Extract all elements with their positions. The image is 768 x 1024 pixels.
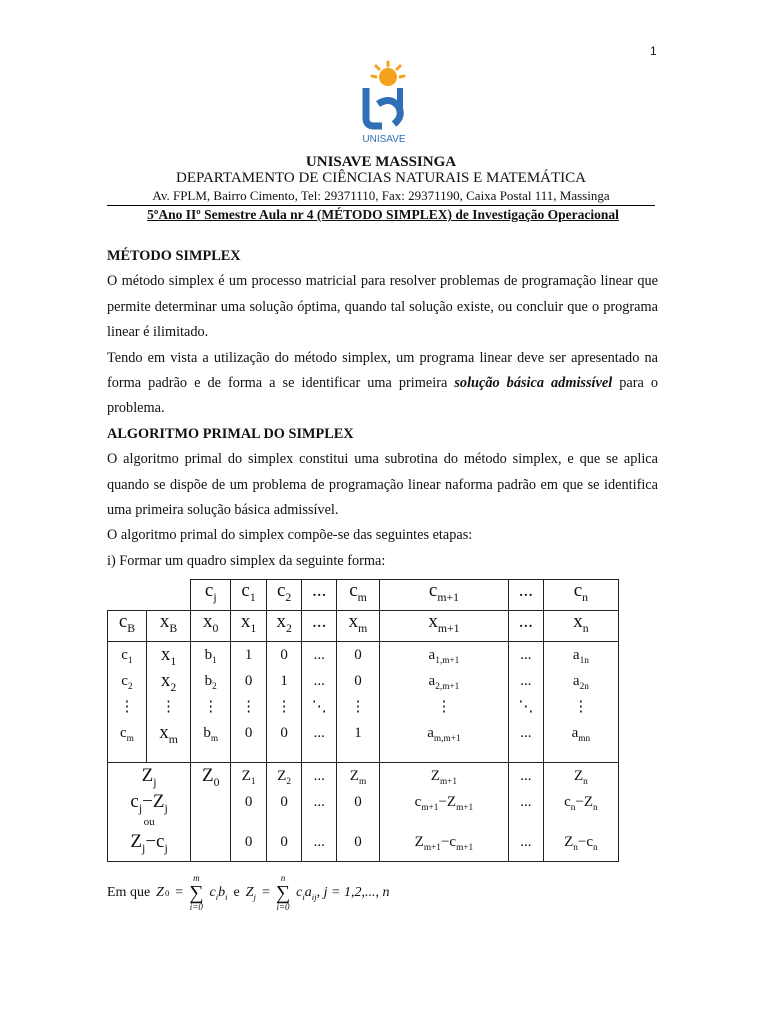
paragraph-algoritmo: O algoritmo primal do simplex constitui uma subrotina do método simplex, e que se aplica quando se dispõe de um problema de programação linear naforma padrão em que se identifica uma primeira solução básica admissível. — [107, 451, 658, 519]
document-body — [107, 244, 658, 574]
logo-text: UNISAVE — [362, 134, 406, 145]
tableau-variable-row: $c_B$ $x_B$ $x_0$ $x_1$ $x_2$ ... $x_m$ $x_{m+1}$ ... $x_n$ — [108, 611, 619, 642]
formula-conj: e — [233, 885, 240, 900]
paragraph-step-i: i) Formar um quadro simplex da seguinte forma: — [107, 552, 386, 569]
formula-tail: , j = 1,2,..., n — [316, 885, 390, 900]
address-line: Av. FPLM, Bairro Cimento, Tel: 29371110, Fax: 29371190, Caixa Postal 111, Massinga — [152, 188, 610, 203]
section-title-algoritmo-primal: ALGORITMO PRIMAL DO SIMPLEX — [107, 425, 354, 442]
paragraph-standard-form: Tendo em vista a utilização do método simplex, um programa linear deve ser apresentado na forma padrão e de forma a se identificar uma primeira solução básica admissível para o problema. — [107, 349, 658, 417]
simplex-tableau — [107, 579, 619, 862]
tableau-cost-row: $c_j$ $c_1$ $c_2$ ... $c_m$ $c_{m+1}$ ... $c_n$ — [108, 580, 619, 611]
paragraph-etapas: O algoritmo primal do simplex compõe-se das seguintes etapas: — [107, 527, 473, 544]
summation-symbol: m ∑ i=0 — [189, 873, 204, 912]
institution-name: UNISAVE MASSINGA — [305, 154, 457, 170]
sun-icon — [372, 62, 404, 86]
formula-line: Em que Z 0 = m ∑ i=0 $c_ib_i$ e $Z_j$ = n ∑ i=0 $c_ia_{ij}$ , j = 1,2,..., n — [107, 873, 390, 912]
formula-prefix: Em que — [107, 885, 151, 900]
unisave-logo — [348, 60, 420, 146]
page-number: 1 — [650, 44, 657, 58]
department-name: DEPARTAMENTO DE CIÊNCIAS NATURAIS E MATEMÁTICA — [176, 170, 586, 186]
paragraph-definition: O método simplex é um processo matricial para resolver problemas de programação linear que permite determinar uma solução óptima, quando tal solução existe, ou concluir que o programa linear é ilimitado. — [107, 273, 658, 341]
lesson-title: 5ºAno IIº Semestre Aula nr 4 (MÉTODO SIMPLEX) de Investigação Operacional — [147, 207, 619, 222]
section-title-metodo-simplex: MÉTODO SIMPLEX — [107, 248, 241, 264]
emphasis-solucao-basica: solução básica admissível — [454, 375, 613, 392]
header-divider — [107, 205, 655, 206]
tableau-z-rows: $Z_j$ $c_j-Z_j$ ou $Z_j-c_j$ $Z_0$ $Z_1$ 0 0 $Z_2$ 0 0 ... ... ... $Z_m$ 0 0 $Z_{m+1}$ $c_{m+1}-Z_{m+1}$ $Z_{m+1}-c_{m+1}$ ... ... ... $Z_n$ $c_n-Z_n$ $Z_n-c_n$ — [108, 763, 619, 862]
tableau-body-rows: $c_1$ $c_2$ ⋮ $c_m$ $x_1$ $x_2$ ⋮ $x_m$ $b_1$ $b_2$ ⋮ $b_m$ 1 0 ⋮ 0 0 1 ⋮ 0 ... ... ⋱ ... 0 0 ⋮ 1 $a_{1,m+1}$ $a_{2,m+1}$ ⋮ $a_{m,m+1}$ ... ... ⋱ ... $a_{1n}$ $a_{2n}$ ⋮ $a_{mn}$ — [108, 642, 619, 763]
summation-symbol-2: n ∑ i=0 — [275, 873, 291, 912]
